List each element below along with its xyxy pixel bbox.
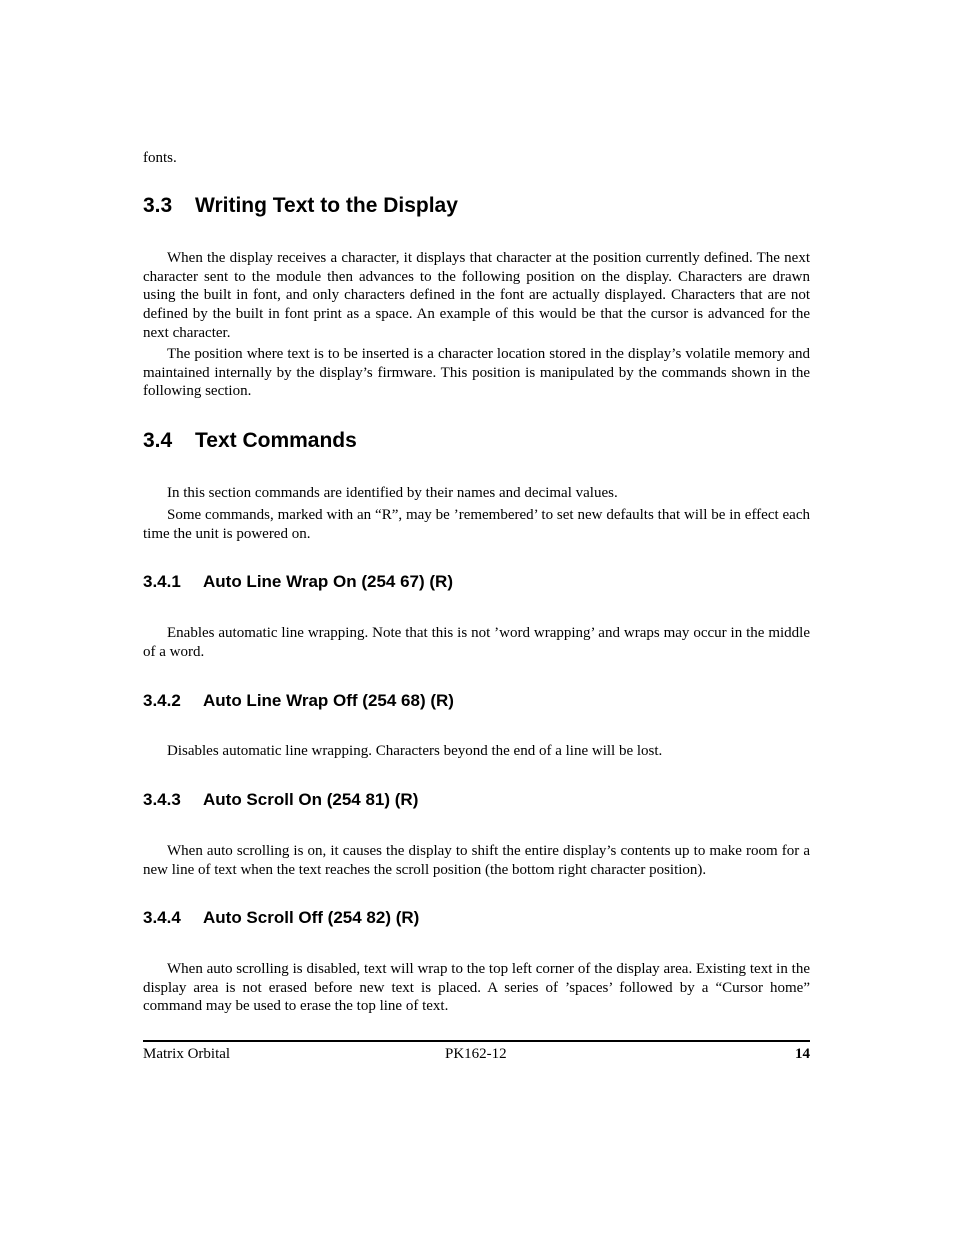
footer-company: Matrix Orbital: [143, 1046, 231, 1062]
subsection-heading-3-4-1: [143, 572, 453, 592]
section-title: Writing Text to the Display: [195, 194, 458, 217]
paragraph: Some commands, marked with an “R”, may be ’remembered’ to set new defaults that will be in effect each time the unit is powered on.: [143, 507, 810, 542]
continuation-text: fonts.: [143, 150, 177, 166]
subsection-heading-3-4-2: [143, 691, 454, 711]
section-heading-3-4: [143, 429, 357, 453]
paragraph: The position where text is to be inserted is a character location stored in the display’s volatile memory and maintained internally by the display’s firmware. This position is manipulated by the commands shown in the following section.: [143, 346, 810, 400]
subsection-heading-3-4-3: [143, 790, 418, 810]
subsection-number: 3.4.2: [143, 691, 181, 710]
subsection-number: 3.4.3: [143, 790, 181, 809]
subsection-number: 3.4.4: [143, 908, 181, 927]
section-number: 3.3: [143, 194, 173, 217]
section-title: Text Commands: [195, 429, 357, 452]
subsection-title: Auto Line Wrap On (254 67) (R): [203, 572, 453, 591]
subsection-title: Auto Scroll On (254 81) (R): [203, 790, 419, 809]
footer-model: PK162-12: [445, 1046, 507, 1062]
subsection-title: Auto Scroll Off (254 82) (R): [203, 908, 420, 927]
section-number: 3.4: [143, 429, 173, 452]
paragraph: Disables automatic line wrapping. Characters beyond the end of a line will be lost.: [167, 743, 663, 759]
paragraph: When the display receives a character, it displays that character at the position currently defined. The next character sent to the module then advances to the following position on the display. Characters are drawn using the built in font, and only characters defined in the font are actually displayed. Characters that are not defined by the built in font print as a space. An example of this would be that the cursor is advanced for the next character.: [143, 250, 810, 341]
page-number: 14: [795, 1046, 810, 1062]
paragraph: When auto scrolling is on, it causes the display to shift the entire display’s contents up to make room for a new line of text when the text reaches the scroll position (the bottom right character position).: [143, 843, 810, 878]
paragraph: Enables automatic line wrapping. Note that this is not ’word wrapping’ and wraps may occur in the middle of a word.: [143, 625, 810, 660]
footer-divider: [143, 1040, 810, 1042]
paragraph: When auto scrolling is disabled, text will wrap to the top left corner of the display area. Existing text in the display area is not erased before new text is placed. A series of ’spaces’ followed by a “Cursor home” command may be used to erase the top line of text.: [143, 961, 810, 1015]
subsection-number: 3.4.1: [143, 572, 181, 591]
subsection-heading-3-4-4: [143, 908, 419, 928]
section-heading-3-3: [143, 194, 458, 218]
paragraph: In this section commands are identified by their names and decimal values.: [167, 485, 618, 501]
subsection-title: Auto Line Wrap Off (254 68) (R): [203, 691, 454, 710]
